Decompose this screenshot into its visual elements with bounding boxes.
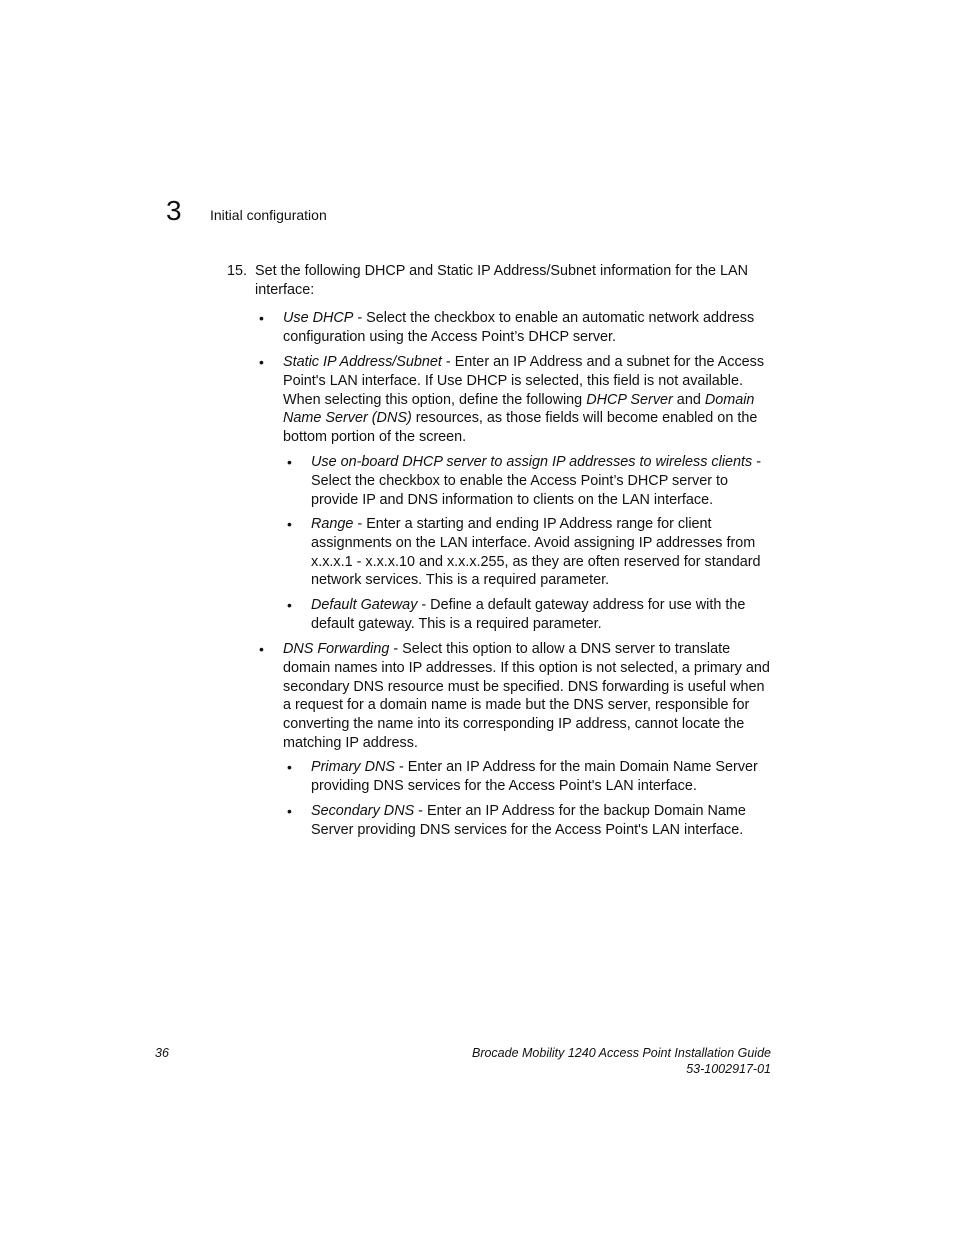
list-item-range [311,515,775,590]
list-item-static-ip [283,353,775,447]
bullet-marker: • [287,516,292,532]
desc-static-ip-3: resources, as those fields will become enabled on the bottom portion of the screen. [283,410,758,446]
list-item-secondary-dns [311,802,775,840]
term-primary-dns: Primary DNS [311,759,395,775]
bullet-marker: • [259,354,264,370]
term-onboard-dhcp: Use on-board DHCP server to assign IP addresses to wireless clients [311,454,753,470]
desc-use-dhcp: - Select the checkbox to enable an automatic network address configuration using the Access Point’s DHCP server. [283,310,755,345]
term-static-ip: Static IP Address/Subnet [283,354,442,370]
chapter-title: Initial configuration [210,207,327,223]
bullet-marker: • [287,803,292,819]
list-item-use-dhcp [283,309,775,347]
desc-secondary-dns: - Enter an IP Address for the backup Domain Name Server providing DNS services for the Access Point's LAN interface. [311,803,746,838]
term-default-gateway: Default Gateway [311,597,418,613]
document-number: 53-1002917-01 [686,1062,771,1076]
desc-static-ip-2: and [672,391,705,408]
desc-static-ip-1: - Enter an IP Address and a subnet for the Access Point's LAN interface. If Use DHCP is selected, this field is not available. When selecting this option, define the following [283,354,765,408]
bullet-marker: • [287,454,292,470]
list-item-onboard-dhcp [311,453,775,509]
term-dns-forwarding: DNS Forwarding [283,641,390,657]
list-item-primary-dns [311,758,775,796]
term-secondary-dns: Secondary DNS [311,803,415,819]
term-dhcp-server: DHCP Server [586,391,673,408]
term-use-dhcp: Use DHCP [283,310,354,326]
list-item-dns-forwarding [283,640,775,753]
bullet-marker: • [287,597,292,613]
guide-title: Brocade Mobility 1240 Access Point Installation Guide [471,1046,771,1060]
chapter-number: 3 [166,195,182,226]
step-number: 15. [227,263,248,279]
desc-onboard-dhcp: -Select the checkbox to enable the Access Point’s DHCP server to provide IP and DNS information to clients on the LAN interface. [311,454,762,508]
term-dns: Domain Name Server (DNS) [283,391,755,427]
term-range: Range [311,516,354,532]
page-number: 36 [155,1046,169,1060]
desc-range: - Enter a starting and ending IP Address range for client assignments on the LAN interface. Avoid assigning IP addresses from x.x.x.1 - x.x.x.10 and x.x.x.255, as they are often reserved for standard network services. This is a required parameter. [311,516,761,589]
desc-default-gateway: - Define a default gateway address for use with the default gateway. This is a required parameter. [311,597,746,632]
step-text: Set the following DHCP and Static IP Address/Subnet information for the LAN interface: [255,263,749,298]
bullet-marker: • [259,641,264,657]
bullet-marker: • [287,759,292,775]
list-item-default-gateway [311,596,775,634]
bullet-marker: • [259,310,264,326]
desc-primary-dns: - Enter an IP Address for the main Domain Name Server providing DNS services for the Access Point's LAN interface. [311,759,758,794]
desc-dns-forwarding: - Select this option to allow a DNS server to translate domain names into IP addresses. If this option is not selected, a primary and secondary DNS resource must be specified. DNS forwarding is useful when a request for a domain name is made but the DNS server, responsible for converting the name into its corresponding IP address, cannot locate the matching IP address. [283,641,770,751]
